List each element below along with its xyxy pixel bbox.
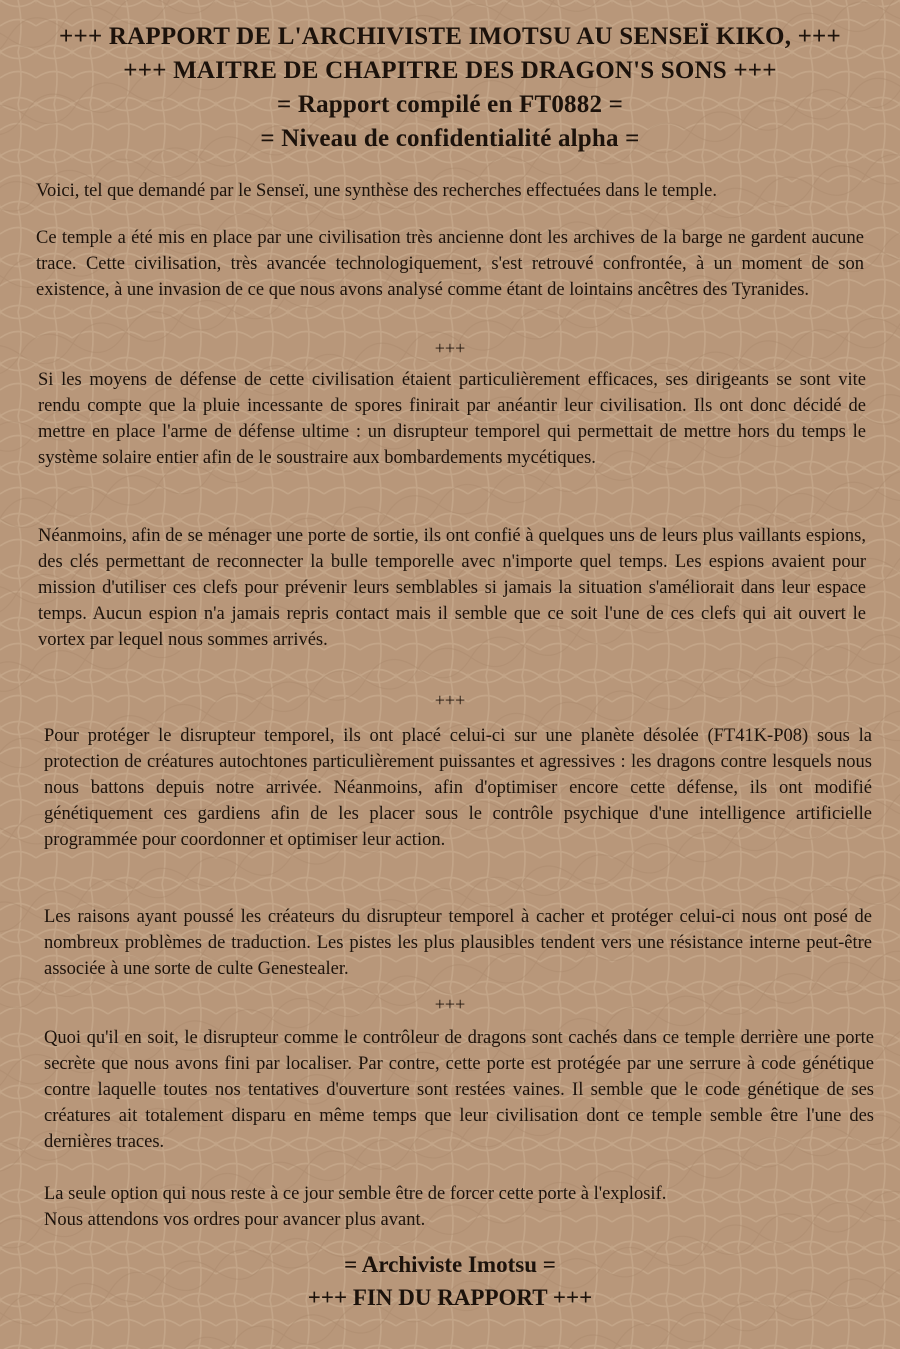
header-title-line: +++ RAPPORT DE L'ARCHIVISTE IMOTSU AU SENSEÏ KIKO, +++: [59, 23, 841, 50]
header-chapter-line: +++ MAITRE DE CHAPITRE DES DRAGON'S SONS +++: [123, 57, 777, 84]
paragraph-spies: Néanmoins, afin de se ménager une porte de sortie, ils ont confié à quelques uns de leurs plus vaillants espions, des clés permettant de reconnecter la bulle temporelle avec n'importe quel temps. Les espions avaient pour mission d'utiliser ces clefs pour prévenir leurs semblables si jamais la situation s'améliorait dans leur espace temps. Aucun espion n'a jamais repris contact mais il semble que ce soit l'une de ces clefs qui ait ouvert le vortex par lequel nous sommes arrivés.: [38, 526, 866, 650]
paragraph-guardians: Pour protéger le disrupteur temporel, ils ont placé celui-ci sur une planète désolée (FT41K-P08) sous la protection de créatures autochtones particulièrement puissantes et agressives : les dragons contre lesquels nous nous battons depuis notre arrivée. Néanmoins, afin d'optimiser encore cette défense, ils ont modifié génétiquement ces gardiens afin de les placer sous le contrôle psychique d'une intelligence artificielle programmée pour coordonner et optimiser leur action.: [44, 726, 872, 850]
signature: = Archiviste Imotsu =: [344, 1252, 556, 1277]
report-footer: [0, 1248, 900, 1314]
paragraph-civilisation: Ce temple a été mis en place par une civilisation très ancienne dont les archives de la barge ne gardent aucune trace. Cette civilisation, très avancée technologiquement, s'est retrouvé confrontée, à un moment de son existence, à une invasion de ce que nous avons analysé comme étant de lointains ancêtres des Tyranides.: [36, 228, 864, 300]
paragraph-reasons: Les raisons ayant poussé les créateurs du disrupteur temporel à cacher et protéger celui-ci nous ont posé de nombreux problèmes de traduction. Les pistes les plus plausibles tendent vers une résistance interne peut-être associée à une sorte de culte Genestealer.: [44, 907, 872, 979]
conclusion-line-1: La seule option qui nous reste à ce jour semble être de forcer cette porte à l'explosif.: [44, 1184, 667, 1204]
conclusion-line-2: Nous attendons vos ordres pour avancer plus avant.: [44, 1210, 426, 1230]
paragraph-defense: Si les moyens de défense de cette civilisation étaient particulièrement efficaces, ses dirigeants se sont vite rendu compte que la pluie incessante de spores finirait par anéantir leur civilisation. Ils ont donc décidé de mettre en place l'arme de défense ultime : un disrupteur temporel qui permettait de mettre hors du temps le système solaire entier afin de le soustraire aux bombardements mycétiques.: [38, 370, 866, 468]
end-of-report: +++ FIN DU RAPPORT +++: [307, 1285, 593, 1310]
separator: +++: [434, 338, 466, 358]
paragraph-intro: Voici, tel que demandé par le Senseï, une synthèse des recherches effectuées dans le temple.: [36, 181, 717, 201]
header-compiled-line: = Rapport compilé en FT0882 =: [276, 91, 624, 118]
report-header: [0, 20, 900, 156]
header-confidentiality-line: = Niveau de confidentialité alpha =: [260, 125, 640, 152]
paragraph-conclusion: [44, 1181, 874, 1233]
separator: +++: [434, 994, 466, 1014]
separator: +++: [434, 690, 466, 710]
paragraph-secret-door: Quoi qu'il en soit, le disrupteur comme le contrôleur de dragons sont cachés dans ce temple derrière une porte secrète que nous avons fini par localiser. Par contre, cette porte est protégée par une serrure à code génétique contre laquelle toutes nos tentatives d'ouverture sont restées vaines. Il semble que le code génétique de ses créatures ait totalement disparu en même temps que leur civilisation dont ce temple semble être l'une des dernières traces.: [44, 1028, 874, 1152]
